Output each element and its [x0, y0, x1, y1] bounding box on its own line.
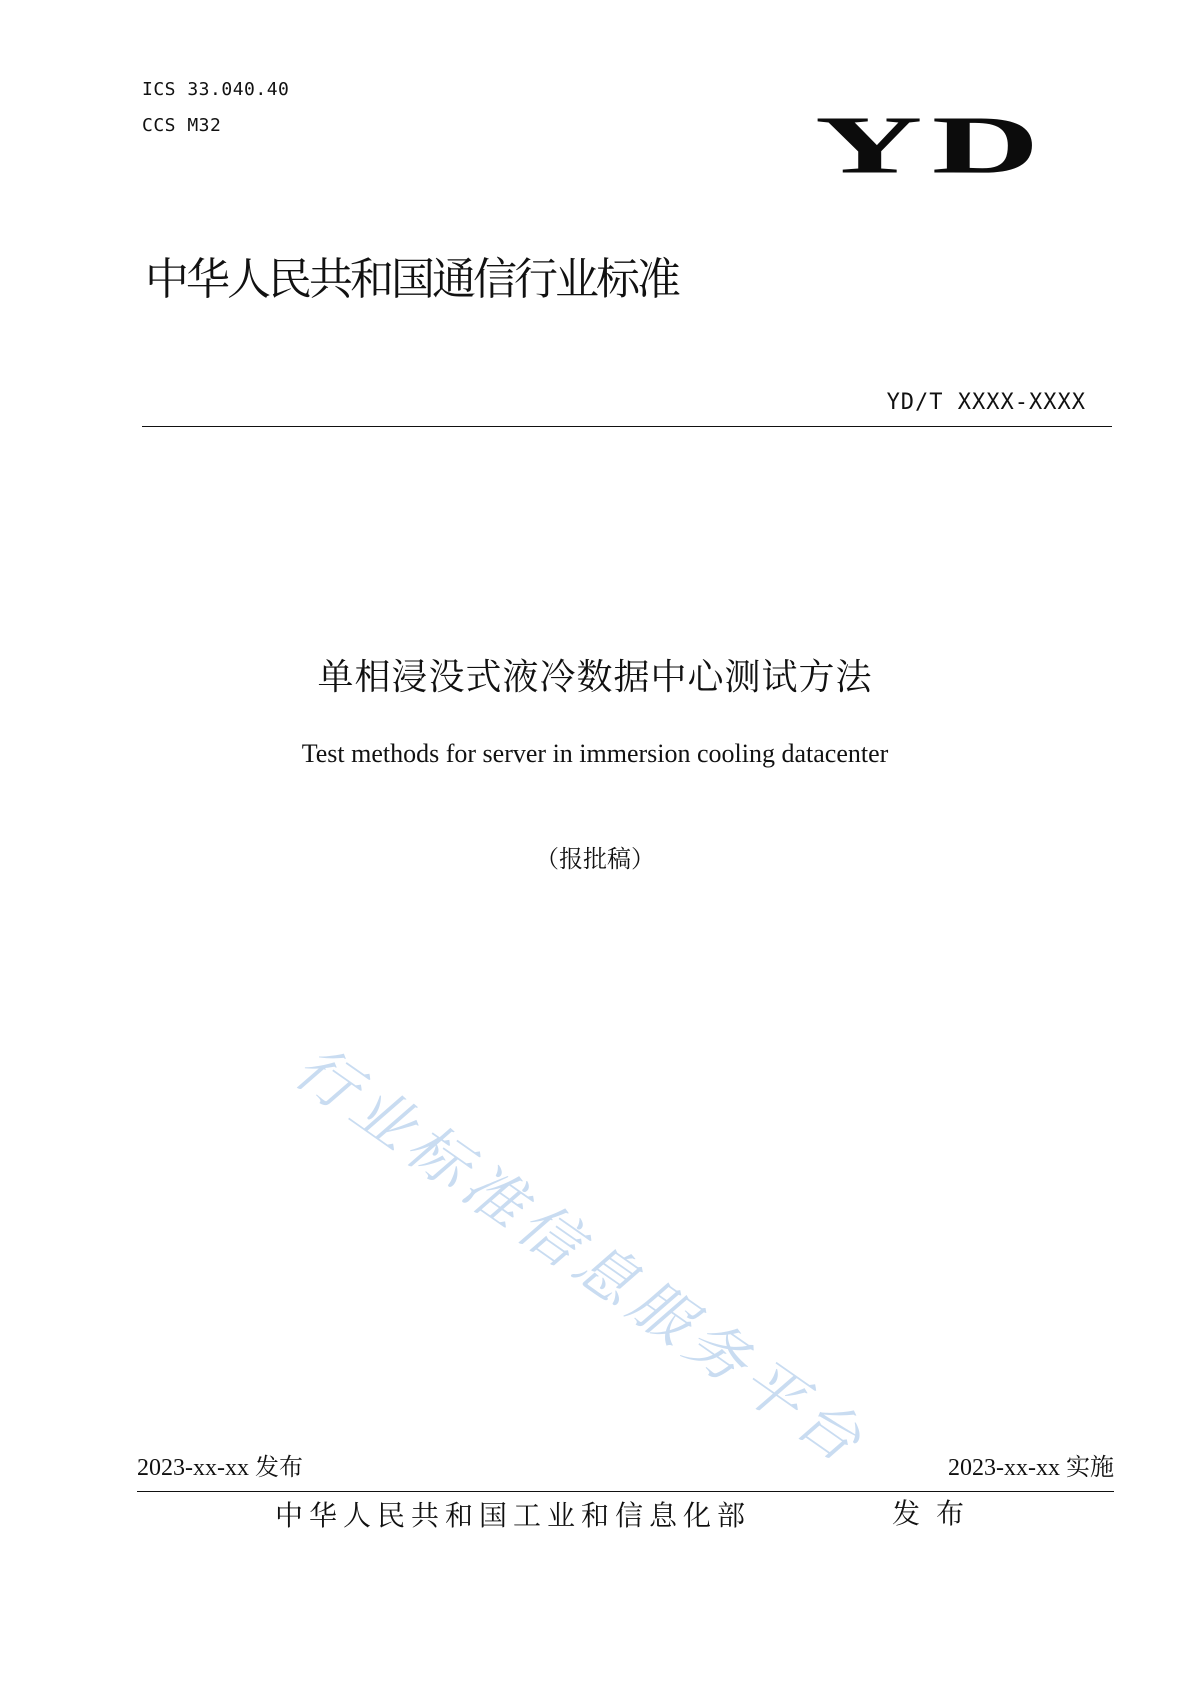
- draft-status: （报批稿）: [535, 845, 655, 873]
- document-title-chinese: 单相浸没式液冷数据中心测试方法: [317, 657, 873, 698]
- standard-organization: 中华人民共和国通信行业标准: [145, 254, 678, 305]
- ccs-code: CCS M32: [142, 115, 222, 136]
- header-divider: [142, 426, 1112, 427]
- implementation-date: 2023-xx-xx 实施: [948, 1455, 1114, 1481]
- publish-label: 发布: [892, 1497, 981, 1530]
- ics-code: ICS 33.040.40: [142, 79, 290, 100]
- standard-number: YD/T XXXX-XXXX: [886, 390, 1086, 415]
- watermark: 行业标准信息服务平台: [282, 1032, 880, 1480]
- footer-divider: [137, 1491, 1114, 1492]
- publisher: 中华人民共和国工业和信息化部: [275, 1499, 752, 1532]
- issue-date: 2023-xx-xx 发布: [137, 1455, 303, 1481]
- yd-logo: YD: [815, 98, 1049, 191]
- document-title-english: Test methods for server in immersion cooling datacenter: [301, 739, 889, 768]
